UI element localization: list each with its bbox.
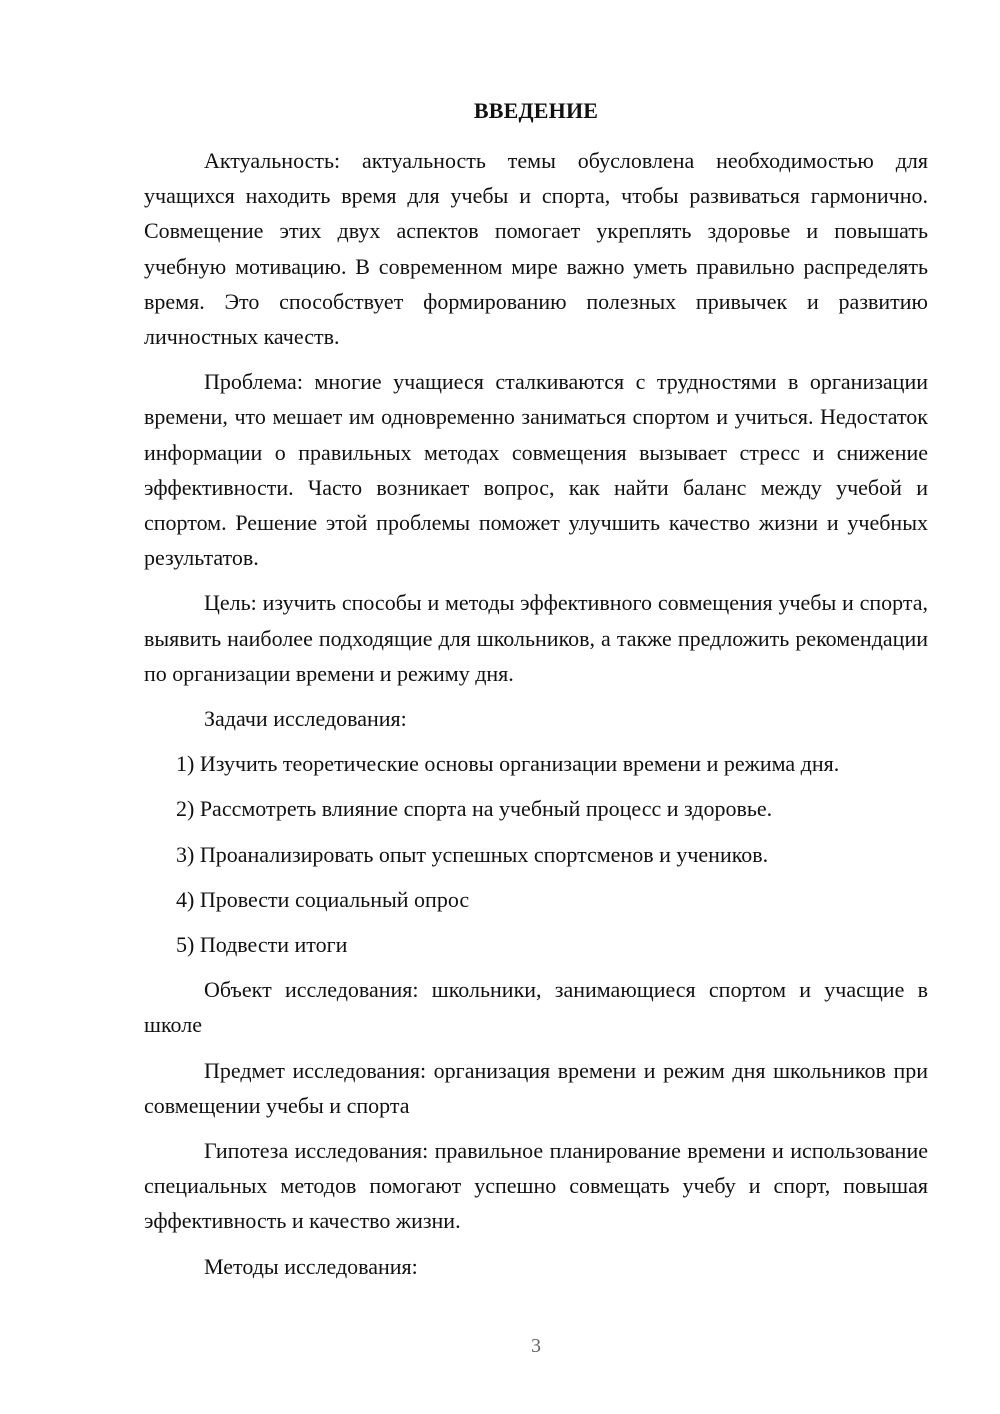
paragraph-hypothesis: Гипотеза исследования: правильное планирование времени и использование специальных методов помогают успешно совмещать учебу и спорт, повышая эффективность и качество жизни.	[144, 1138, 928, 1234]
paragraph-relevance: Актуальность: актуальность темы обусловлена необходимостью для учащихся находить время для учебы и спорта, чтобы развиваться гармонично. Совмещение этих двух аспектов помогает укреплять здоровье и повышать учебную мотивацию. В современном мире важно уметь правильно распределять время. Это способствует формированию полезных привычек и развитию личностных качеств.	[144, 148, 928, 350]
list-item: 2) Рассмотреть влияние спорта на учебный процесс и здоровье.	[176, 796, 773, 822]
list-item: 1) Изучить теоретические основы организации времени и режима дня.	[176, 751, 840, 777]
paragraph-methods-heading: Методы исследования:	[204, 1253, 418, 1279]
paragraph-object: Объект исследования: школьники, занимающиеся спортом и учасщие в школе	[144, 977, 928, 1038]
list-item: 5) Подвести итоги	[176, 932, 348, 958]
section-heading: ВВЕДЕНИЕ	[473, 98, 599, 123]
paragraph-problem: Проблема: многие учащиеся сталкиваются с трудностями в организации времени, что мешает им одновременно заниматься спортом и учиться. Недостаток информации о правильных методах совмещения вызывает стресс и снижение эффективности. Часто возникает вопрос, как найти баланс между учебой и спортом. Решение этой проблемы поможет улучшить качество жизни и учебных результатов.	[144, 369, 928, 571]
list-item: 3) Проанализировать опыт успешных спортсменов и учеников.	[176, 841, 769, 867]
list-item: 4) Провести социальный опрос	[176, 886, 470, 912]
tasks-list	[144, 746, 928, 962]
page-number: 3	[531, 1335, 541, 1357]
paragraph-goal: Цель: изучить способы и методы эффективного совмещения учебы и спорта, выявить наиболее подходящие для школьников, а также предложить рекомендации по организации времени и режиму дня.	[144, 590, 928, 686]
paragraph-subject: Предмет исследования: организация времени и режим дня школьников при совмещении учебы и спорта	[144, 1057, 928, 1118]
document-body	[144, 143, 928, 1294]
paragraph-tasks-heading: Задачи исследования:	[204, 706, 407, 732]
